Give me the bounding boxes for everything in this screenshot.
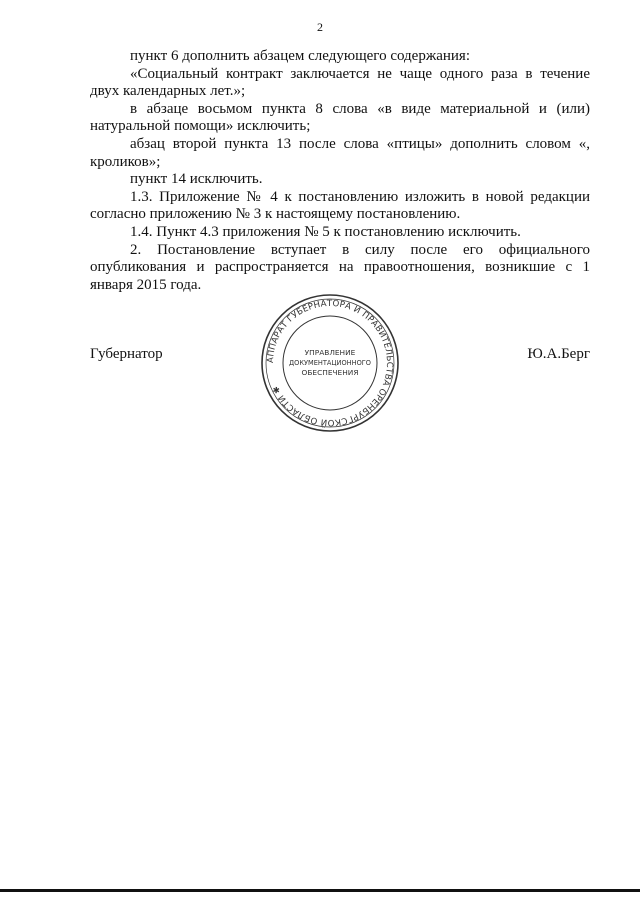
signatory-name: Ю.А.Берг [527,346,590,362]
paragraph: 1.3. Приложение № 4 к постановлению изложить в новой редакции согласно приложению № 3 к настоящему постановлению. [90,188,590,223]
paragraph: пункт 14 исключить. [130,171,263,188]
bottom-border [0,889,640,892]
paragraph: «Социальный контракт заключается не чаще одного раза в течение двух календарных лет.»; [90,65,590,100]
seal-ring-textpath: АППАРАТ ГУБЕРНАТОРА И ПРАВИТЕЛЬСТВА ОРЕНБУРГСКОЙ ОБЛАСТИ ✱ [265,298,395,428]
official-seal [260,293,400,433]
paragraph: абзац второй пункта 13 после слова «птицы» дополнить словом «, кроликов»; [90,135,590,170]
signatory-title: Губернатор [90,346,163,362]
page-number: 2 [317,20,323,34]
seal-center-line: УПРАВЛЕНИЕ [304,348,356,357]
seal-center-line: ОБЕСПЕЧЕНИЯ [301,368,359,377]
paragraph: 2. Постановление вступает в силу после его официального опубликования и распространяется на правоотношения, возникшие с 1 января 2015 года. [90,241,590,293]
seal-center-line: ДОКУМЕНТАЦИОННОГО [289,359,371,367]
paragraph: пункт 6 дополнить абзацем следующего содержания: [130,48,470,64]
paragraph: в абзаце восьмом пункта 8 слова «в виде материальной и (или) натуральной помощи» исключить; [90,100,590,135]
paragraph: 1.4. Пункт 4.3 приложения № 5 к постановлению исключить. [130,223,521,240]
document-body [90,48,590,294]
